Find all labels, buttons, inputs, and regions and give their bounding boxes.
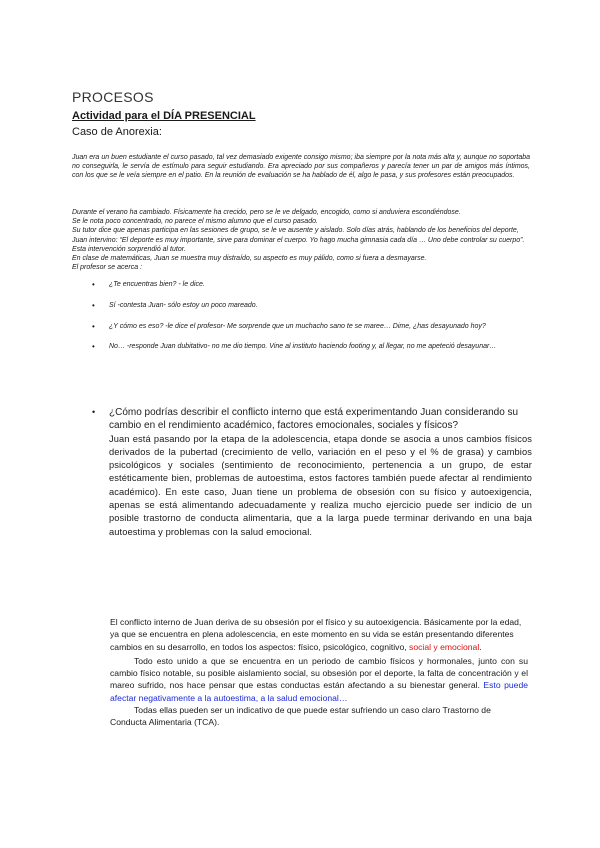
case-line: Durante el verano ha cambiado. Físicamente ha crecido, pero se le ve delgado, encogido, como si anduviera escondiéndose. bbox=[72, 209, 461, 216]
case-line: En clase de matemáticas, Juan se muestra muy distraído, su aspecto es muy pálido, como si fuera a desmayarse. bbox=[72, 255, 427, 263]
dialogue-item: • ¿Te encuentras bien? - le dice. bbox=[92, 280, 530, 289]
dialogue-list bbox=[92, 280, 530, 351]
conclusion-text: . bbox=[479, 641, 482, 652]
case-paragraph-2 bbox=[72, 208, 530, 272]
conclusion-paragraph-3: Todas ellas pueden ser un indicativo de que puede estar sufriendo un caso claro Trastorno de Conducta Alimentaria (TCA). bbox=[110, 705, 491, 728]
case-line: El profesor se acerca : bbox=[72, 264, 143, 272]
case-line: Su tutor dice que apenas participa en las sesiones de grupo, se le ve ausente y aislado. Solo días atrás, hablando de los beneficios del deporte, Juan intervino: “El deporte es muy importante, sirve para dominar el cuerpo. Yo hago mucha gimnasia cada día … Uno debe controlar su cuerpo”. Esta intervención sorprendió al tutor. bbox=[72, 227, 525, 253]
conclusion-paragraph-2 bbox=[110, 655, 528, 704]
dialogue-item: • No… -responde Juan dubitativo- no me dio tiempo. Vine al instituto haciendo footing y, al llegar, no me apeteció desayunar… bbox=[92, 342, 530, 351]
conclusion-block bbox=[110, 616, 528, 729]
activity-title: Actividad para el DÍA PRESENCIAL bbox=[72, 110, 256, 122]
case-paragraph-1: Juan era un buen estudiante el curso pasado, tal vez demasiado exigente consigo mismo; iba siempre por la nota más alta y, aunque no soportaba no conseguirla, le servía de estímulo para seguir estudiando. Era apreciado por sus compañeros y parecía tener un par de amigos más íntimos, con los que se le veía siempre en el patio. En la reunión de evaluación se ha hablado de él, algo le pasa, y sus profesores están preocupados. bbox=[72, 154, 530, 180]
question-block bbox=[92, 406, 532, 539]
bullet-icon: • bbox=[92, 407, 96, 417]
section-title: PROCESOS bbox=[72, 89, 154, 105]
answer-text: Juan está pasando por la etapa de la adolescencia, etapa donde se asocia a unos cambios físicos derivados de la pubertad (crecimiento de vello, variación en el peso y el % de grasa) y cambios psicológicos y sociales (sentimiento de reconocimiento, pertenencia a un grupo, de estar estéticamente bien, problemas de autoestima, estos factores también puede afectar al rendimiento académico). En este caso, Juan tiene un problema de obsesión con su físico y autoexigencia, apenas se está alimentando adecuadamente y realiza mucho ejercicio puede ser indicio de un posible trastorno de conducta alimentaria, que a la larga puede terminar derivando en una baja autoestima y problemas con la salud emocional. bbox=[109, 433, 532, 537]
conclusion-text: Todo esto unido a que se encuentra en un periodo de cambio físicos y hormonales, junto con su cambio físico notable, su posible aislamiento social, su obsesión por el deporte, la falta de concentración y el mareo sufrido, nos hace pensar que estas conductas están afectando a su bienestar general. bbox=[110, 655, 528, 691]
conclusion-paragraph-1 bbox=[110, 616, 528, 653]
highlight-blue: Esto puede afectar negativamente a la autoestima, a la salud emocional… bbox=[110, 680, 528, 703]
highlight-red: social y emocional bbox=[409, 641, 480, 652]
dialogue-item: • Sí -contesta Juan- sólo estoy un poco mareado. bbox=[92, 301, 530, 310]
question-text: ¿Cómo podrías describir el conflicto interno que está experimentando Juan considerando su cambio en el rendimiento académico, factores emocionales, sociales y físicos? bbox=[109, 407, 519, 432]
case-line: Se le nota poco concentrado, no parece el mismo alumno que el curso pasado. bbox=[72, 218, 318, 226]
dialogue-item: • ¿Y cómo es eso? -le dice el profesor- Me sorprende que un muchacho sano te se maree… Dime, ¿has desayunado hoy? bbox=[92, 322, 530, 331]
conclusion-text: El conflicto interno de Juan deriva de su obsesión por el físico y su autoexigencia. Básicamente por la edad, ya que se encuentra en plena adolescencia, en este momento en su vida se están presentando diferentes cambios en su desarrollo, en todos los aspectos: físico, psicológico, cognitivo, bbox=[110, 617, 522, 652]
case-title: Caso de Anorexia: bbox=[72, 126, 162, 138]
